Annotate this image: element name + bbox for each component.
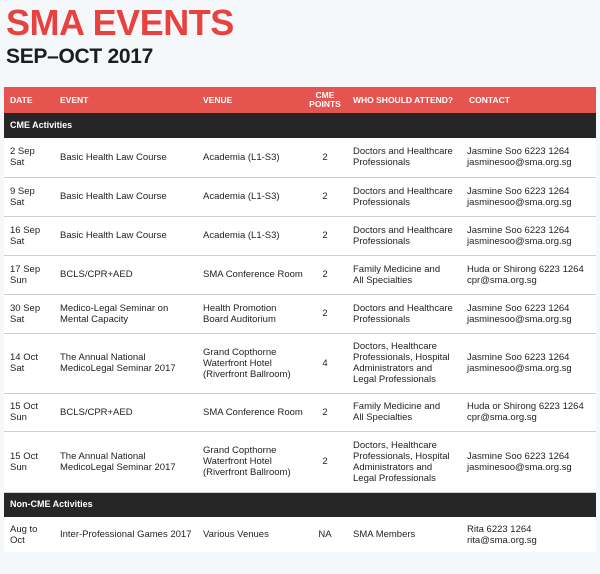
section-row: [4, 113, 596, 138]
cell-who-line: Doctors and Healthcare: [353, 302, 453, 314]
cell-venue-line: Academia (L1-S3): [203, 191, 280, 202]
cell-event-line: MedicoLegal Seminar 2017: [60, 363, 176, 374]
cell-venue-line: Waterfront Hotel: [203, 357, 272, 369]
cell-date-line: Sun: [10, 412, 27, 423]
cell-contact: [463, 138, 596, 177]
cell-venue-line: Grand Copthorne: [203, 445, 277, 456]
cell-date: [4, 393, 54, 431]
table-row: [4, 294, 596, 333]
cell-venue-line: Waterfront Hotel: [203, 456, 272, 467]
cell-contact: [463, 216, 596, 255]
cell-contact-line: rita@sma.org.sg: [467, 534, 537, 546]
cell-event: [54, 294, 197, 333]
cell-event: [54, 255, 197, 294]
cell-contact: [463, 255, 596, 294]
cell-who: [347, 431, 463, 492]
cell-contact-line: Jasmine Soo 6223 1264: [467, 302, 570, 314]
cell-event-line: The Annual National: [60, 352, 146, 363]
cell-event-line: Basic Health Law Course: [60, 230, 167, 241]
cell-who-line: Doctors, Healthcare: [353, 439, 437, 451]
cell-contact-line: jasminesoo@sma.org.sg: [467, 157, 572, 169]
cell-date-line: Aug to: [10, 523, 38, 535]
cell-venue: [197, 517, 303, 552]
table-row: [4, 431, 596, 492]
cell-date: [4, 333, 54, 393]
cell-event-line: BCLS/CPR+AED: [60, 406, 133, 418]
cell-venue: [197, 333, 303, 393]
cell-contact-line: cpr@sma.org.sg: [467, 274, 537, 286]
cell-date-line: 16 Sep: [10, 224, 41, 236]
table-row: [4, 216, 596, 255]
cell-who-line: Professionals, Hospital: [353, 352, 450, 363]
cell-date-line: Sat: [10, 313, 25, 325]
cell-contact-line: Huda or Shirong 6223 1264: [467, 263, 584, 275]
cell-contact: [463, 294, 596, 333]
cell-date-line: Sat: [10, 196, 25, 208]
cell-cme: NA: [318, 529, 332, 540]
cell-event: [54, 431, 197, 492]
cell-who: [347, 393, 463, 431]
cell-who-line: Legal Professionals: [353, 374, 436, 385]
cell-date-line: 14 Oct: [10, 352, 38, 363]
cell-date: [4, 431, 54, 492]
cell-venue-line: Health Promotion: [203, 302, 277, 314]
cell-cme: 2: [303, 255, 347, 294]
cell-contact-line: Rita 6223 1264: [467, 523, 532, 535]
cell-event-line: Basic Health Law Course: [60, 151, 167, 163]
page-title: SMA EVENTS: [6, 2, 234, 43]
cell-venue-line: Grand Copthorne: [203, 346, 277, 358]
table-row: [4, 138, 596, 177]
cell-contact: [463, 333, 596, 393]
cell-event-line: BCLS/CPR+AED: [60, 269, 133, 280]
cell-who: [347, 333, 463, 393]
column-header-venue: VENUE: [203, 94, 233, 105]
column-header-cme-line2: POINTS: [309, 99, 341, 109]
cell-contact-line: Jasmine Soo 6223 1264: [467, 224, 570, 236]
cell-who: [347, 255, 463, 294]
table-row: [4, 255, 596, 294]
events-table: [4, 87, 596, 552]
cell-contact-line: jasminesoo@sma.org.sg: [467, 363, 572, 374]
cell-venue: [197, 294, 303, 333]
cell-cme: 4: [303, 333, 347, 393]
cell-date-line: 15 Oct: [10, 450, 38, 462]
cell-contact-line: Jasmine Soo 6223 1264: [467, 146, 570, 158]
cell-event: [54, 138, 197, 177]
cell-date-line: 17 Sep: [10, 263, 41, 275]
cell-who-line: Family Medicine and: [353, 401, 441, 412]
cell-date-line: 30 Sep: [10, 302, 41, 314]
cell-date-line: Sun: [10, 461, 27, 473]
cell-event-line: Inter-Professional Games 2017: [60, 529, 192, 540]
column-header-who: WHO SHOULD ATTEND?: [353, 94, 454, 105]
cell-venue: [197, 177, 303, 216]
cell-date-line: Oct: [10, 534, 25, 546]
cell-contact: [463, 393, 596, 431]
cell-who-line: SMA Members: [353, 529, 416, 540]
section-title: CME Activities: [10, 120, 73, 130]
cell-who-line: Family Medicine and: [353, 263, 441, 275]
column-header-date: DATE: [10, 94, 33, 105]
cell-who-line: Administrators and: [353, 363, 433, 374]
cell-who-line: Doctors and Healthcare: [353, 224, 453, 236]
cell-event: [54, 177, 197, 216]
cell-date-line: Sat: [10, 235, 25, 247]
section-title: Non-CME Activities: [10, 499, 93, 510]
cell-who: [347, 216, 463, 255]
cell-who-line: Professionals: [353, 235, 411, 247]
cell-contact: [463, 177, 596, 216]
cell-who-line: Legal Professionals: [353, 472, 436, 484]
cell-date-line: Sun: [10, 274, 27, 286]
cell-venue-line: Academia (L1-S3): [203, 151, 280, 163]
cell-venue: [197, 431, 303, 492]
cell-who: [347, 177, 463, 216]
cell-date-line: 2 Sep: [10, 146, 35, 158]
cell-date-line: Sat: [10, 157, 25, 169]
cell-date: [4, 138, 54, 177]
table-header-row: [4, 87, 596, 113]
table-row: [4, 393, 596, 431]
cell-venue-line: SMA Conference Room: [203, 406, 303, 418]
cell-contact-line: jasminesoo@sma.org.sg: [467, 313, 572, 325]
cell-date: [4, 294, 54, 333]
cell-who-line: Professionals: [353, 157, 411, 169]
cell-event-line: MedicoLegal Seminar 2017: [60, 461, 176, 473]
column-header-event: EVENT: [60, 94, 89, 105]
cell-cme: 2: [303, 393, 347, 431]
table-row: [4, 333, 596, 393]
table-row: [4, 177, 596, 216]
cell-contact-line: jasminesoo@sma.org.sg: [467, 461, 572, 473]
cell-venue: [197, 138, 303, 177]
cell-venue-line: Academia (L1-S3): [203, 230, 280, 241]
cell-venue-line: (Riverfront Ballroom): [203, 368, 291, 380]
cell-cme: 2: [303, 216, 347, 255]
section-row: [4, 492, 596, 517]
cell-venue-line: SMA Conference Room: [203, 269, 303, 280]
cell-event-line: The Annual National: [60, 450, 146, 462]
cell-who: [347, 138, 463, 177]
cell-contact-line: jasminesoo@sma.org.sg: [467, 235, 572, 247]
cell-event-line: Basic Health Law Course: [60, 191, 167, 202]
cell-who-line: Doctors and Healthcare: [353, 185, 453, 197]
cell-who-line: Professionals: [353, 196, 411, 208]
cell-who-line: Professionals, Hospital: [353, 450, 450, 462]
cell-who-line: All Specialties: [353, 274, 413, 286]
cell-cme: 2: [303, 177, 347, 216]
cell-who-line: Doctors and Healthcare: [353, 146, 453, 158]
cell-venue-line: (Riverfront Ballroom): [203, 467, 291, 478]
column-header-cme-points: [303, 87, 347, 113]
cell-date-line: Sat: [10, 363, 25, 374]
cell-venue: [197, 216, 303, 255]
cell-contact-line: cpr@sma.org.sg: [467, 412, 537, 423]
cell-who-line: Administrators and: [353, 461, 433, 473]
cell-venue: [197, 393, 303, 431]
cell-event: [54, 333, 197, 393]
cell-who: [347, 294, 463, 333]
cell-venue: [197, 255, 303, 294]
cell-who-line: Doctors, Healthcare: [353, 341, 437, 352]
cell-date-line: 9 Sep: [10, 185, 35, 197]
cell-contact-line: jasminesoo@sma.org.sg: [467, 196, 572, 208]
cell-date-line: 15 Oct: [10, 401, 38, 412]
cell-who: [347, 517, 463, 552]
column-header-contact: CONTACT: [469, 94, 510, 105]
cell-date: [4, 216, 54, 255]
cell-event-line: Medico-Legal Seminar on: [60, 302, 169, 314]
cell-event-line: Mental Capacity: [60, 313, 129, 325]
column-header-cme-line1: CME: [315, 90, 335, 100]
cell-venue-line: Various Venues: [203, 529, 269, 540]
cell-date: [4, 255, 54, 294]
cell-date: [4, 177, 54, 216]
cell-event: [54, 517, 197, 552]
cell-contact-line: Jasmine Soo 6223 1264: [467, 185, 570, 197]
cell-cme: 2: [303, 138, 347, 177]
cell-cme: 2: [303, 431, 347, 492]
cell-event: [54, 216, 197, 255]
cell-contact-line: Huda or Shirong 6223 1264: [467, 401, 584, 412]
cell-who-line: All Specialties: [353, 412, 413, 423]
cell-contact: [463, 517, 596, 552]
cell-event: [54, 393, 197, 431]
cell-venue-line: Board Auditorium: [203, 313, 276, 325]
table-row: [4, 517, 596, 552]
cell-cme: 2: [303, 294, 347, 333]
cell-contact-line: Jasmine Soo 6223 1264: [467, 352, 570, 363]
page-subtitle: SEP–OCT 2017: [6, 45, 153, 68]
cell-date: [4, 517, 54, 552]
cell-contact: [463, 431, 596, 492]
cell-contact-line: Jasmine Soo 6223 1264: [467, 450, 570, 462]
cell-who-line: Professionals: [353, 313, 411, 325]
